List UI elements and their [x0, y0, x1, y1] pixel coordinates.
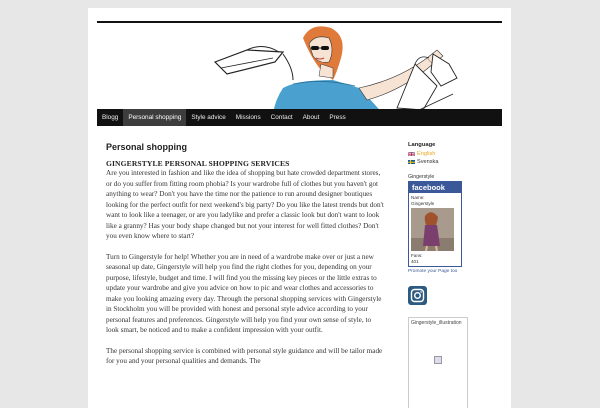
facebook-profile-photo[interactable]: [411, 208, 454, 251]
fb-fans-label: Fans:: [411, 253, 423, 258]
instagram-caption: Gingerstyle_illustration: [411, 320, 462, 326]
body-paragraph: The personal shopping service is combined with personal style guidance and will be tailor made for you and your personal qualities and demands. The: [106, 346, 383, 365]
nav-item-contact[interactable]: Contact: [270, 114, 293, 121]
instagram-widget[interactable]: [408, 317, 468, 408]
nav-item-press[interactable]: Press: [329, 114, 346, 121]
facebook-logo: facebook: [409, 182, 461, 193]
language-option-svenska[interactable]: [408, 158, 488, 166]
main-content: [106, 142, 384, 377]
main-nav: [97, 109, 502, 126]
nav-item-personal-shopping[interactable]: Personal shopping: [123, 109, 186, 126]
broken-image-icon: [434, 356, 442, 364]
sweden-flag-icon: [408, 160, 415, 165]
language-widget-title: Language: [408, 142, 436, 148]
sidebar: [408, 142, 488, 408]
page: [88, 8, 511, 408]
instagram-glyph: [408, 286, 427, 305]
nav-item-missions[interactable]: Missions: [235, 114, 261, 121]
body-paragraph: Are you interested in fashion and like the idea of shopping but hate crowded department stores, or do you suffer from fitting room phobia? Is your wardrobe full of clothes but you haven't got anything to wear? Don't you have the time nor the patience to run around designer boutiques looking for the perfect outfit for next weekend's big party? Do you like the latest trends but don't want to look like a teenager, or are you ladylike and prefer a classic look but don't want to look like a granny? Has your body shape changed but not your interest for well fitted clothes? Don't you even know where to start?: [106, 169, 384, 240]
page-title: Personal shopping: [106, 142, 188, 152]
language-label[interactable]: Svenska: [417, 159, 439, 165]
language-label[interactable]: English: [417, 151, 436, 157]
profile-photo-image: [411, 208, 454, 251]
facebook-widget-label: Gingerstyle: [408, 174, 435, 180]
section-heading: GINGERSTYLE PERSONAL SHOPPING SERVICES: [106, 159, 290, 168]
nav-item-about[interactable]: About: [302, 114, 320, 121]
fashion-illustration: [97, 24, 502, 114]
nav-item-style-advice[interactable]: Style advice: [191, 114, 226, 121]
fb-name-value[interactable]: Gingerstyle: [411, 200, 435, 206]
fb-name-label: Name:: [411, 195, 425, 200]
header-rule: [97, 21, 502, 23]
header-banner[interactable]: [97, 24, 502, 114]
facebook-badge-body: [409, 193, 461, 266]
fb-fans-value: 401: [411, 258, 419, 264]
body-paragraph: Turn to Gingerstyle for help! Whether you are in need of a wardrobe make over or just a new seasonal up date, Gingerstyle will help you find the right clothes for you, depending on your purpose, lifestyle, budget and time. I will find you the missing key pieces or the little extras to update your wardrobe and give you advice on how to pic and wear clothes and accessories to make you looking amazing every day. Through the personal shopping services with Gingerstyle in Stockholm you will be provided with honest and personal style advice according to your personal features and preferences. Gingerstyle will help you find your own sense of style, to look smart, be noticed and to make a confident impression with your outfit.: [106, 252, 382, 334]
instagram-icon[interactable]: [408, 286, 427, 305]
facebook-badge[interactable]: [408, 181, 462, 267]
nav-item-blogg[interactable]: Blogg: [102, 114, 119, 121]
uk-flag-icon: [408, 152, 415, 157]
promote-page-link[interactable]: Promote your Page too: [408, 269, 458, 274]
language-option-english[interactable]: [408, 150, 488, 158]
